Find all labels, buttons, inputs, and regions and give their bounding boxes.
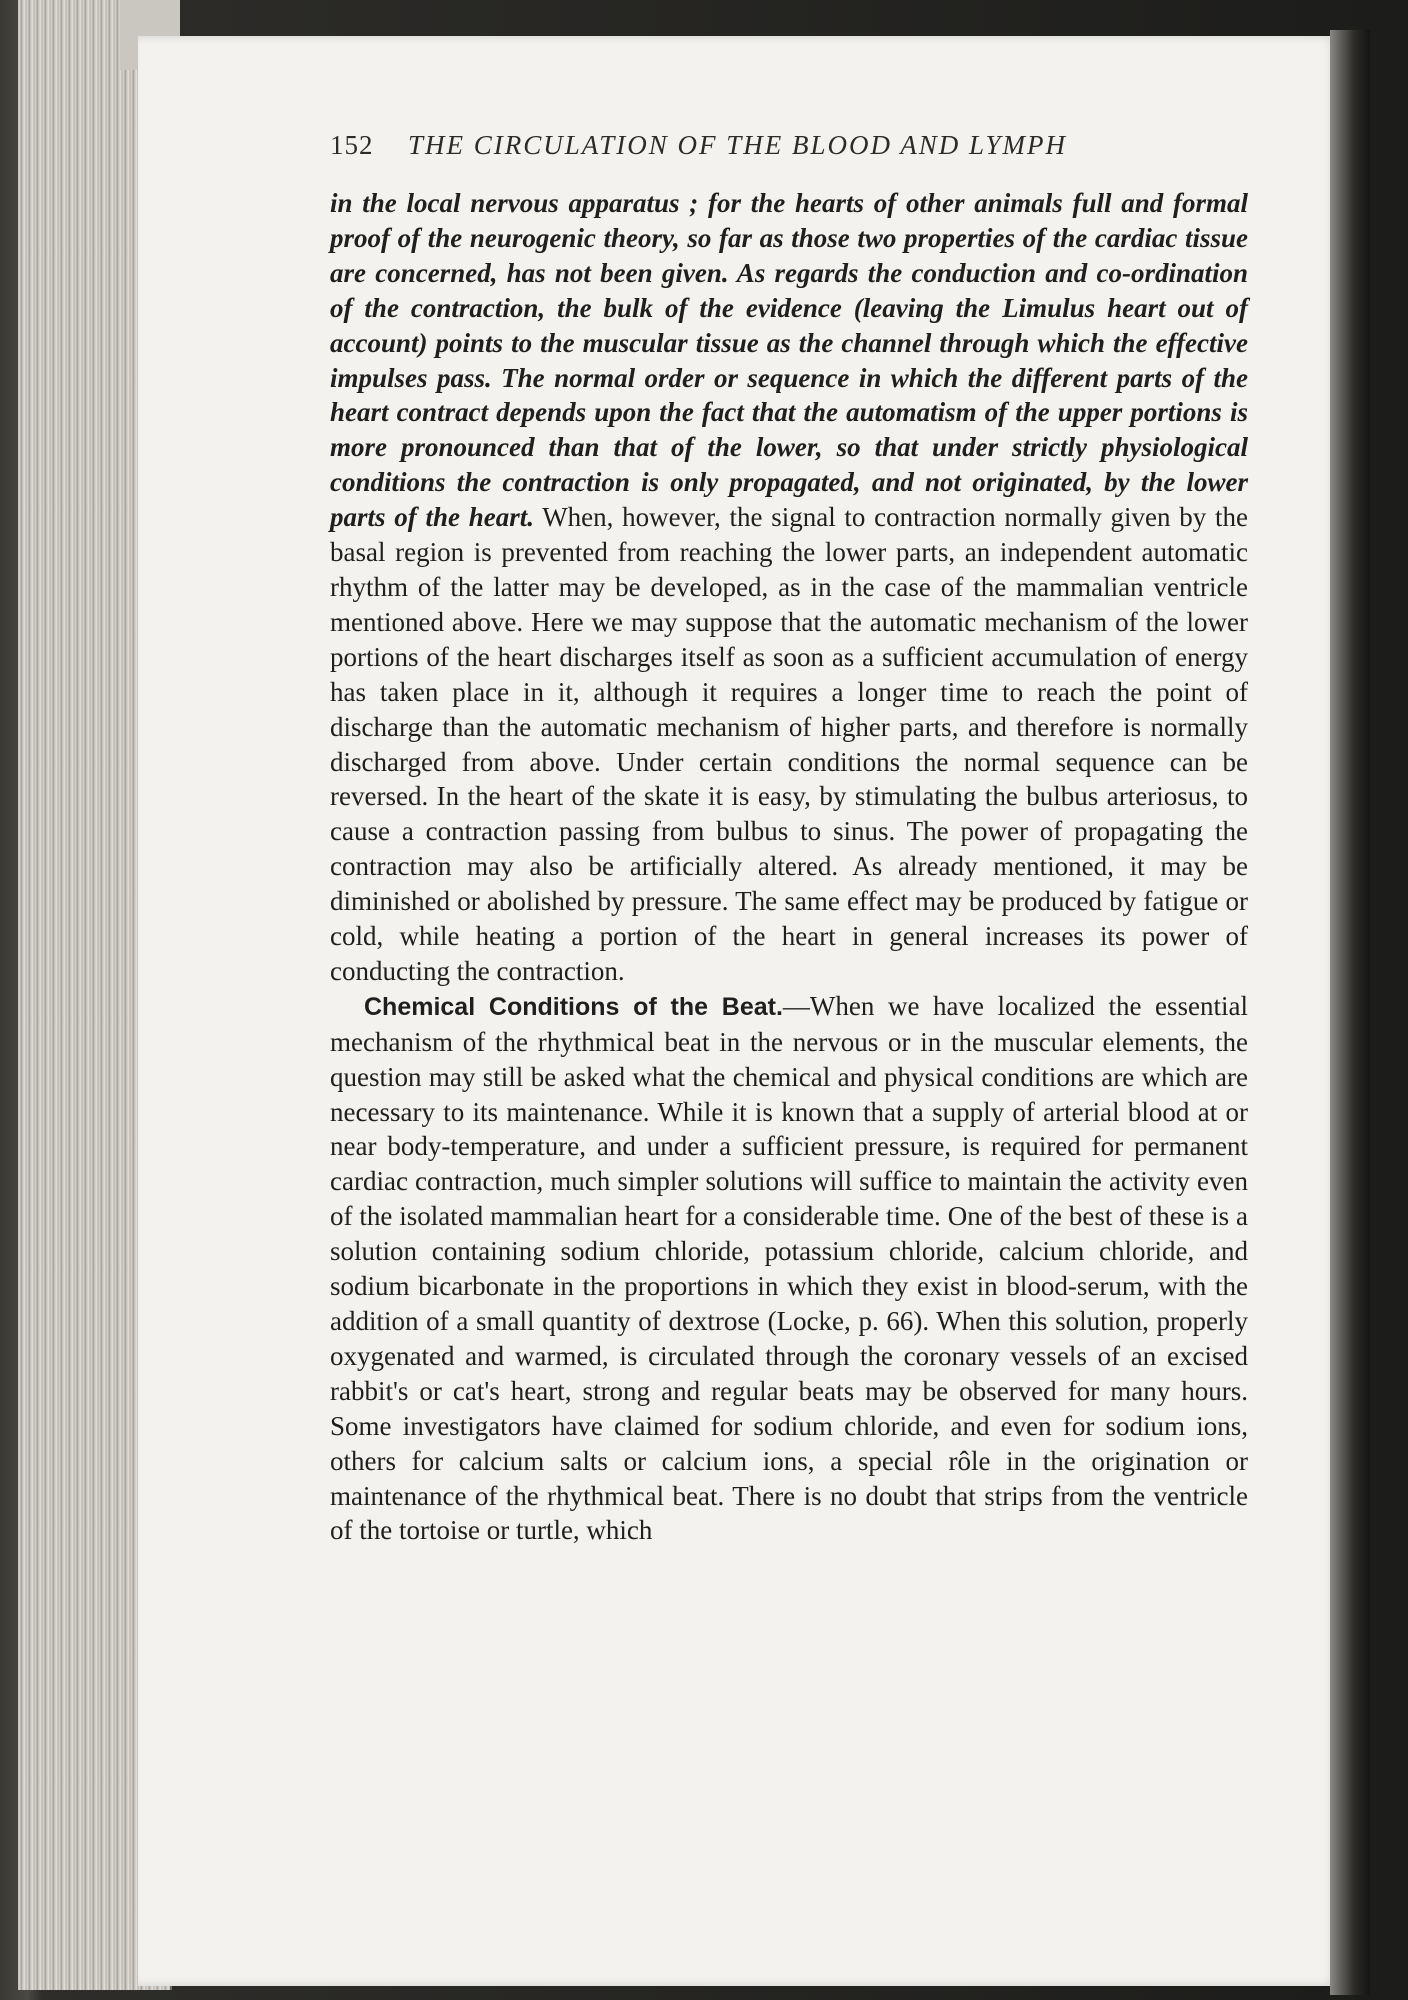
- italic-summary: in the local nervous apparatus ; for the hearts of other animals full and formal proof of the neurogenic theory, so far as those two properties of the cardiac tissue are concerned, has not been given. As regards the conduction and co-ordination of the contraction, the bulk of the evidence (leaving the Limulus heart out of account) points to the muscular tissue as the channel through which the effective impulses pass. The normal order or sequence in which the different parts of the heart contract depends upon the fact that the automatism of the upper portions is more pronounced than that of the lower, so that under strictly physiological conditions the contraction is only propagated, and not originated, by the lower parts of the heart.: [330, 188, 1248, 533]
- section-heading: Chemical Conditions of the Beat.: [364, 992, 783, 1021]
- paragraph-continuation: When, however, the signal to contraction normally given by the basal region is prevented from reaching the lower parts, an independent automatic rhythm of the latter may be developed, as in the case of the mammalian ventricle mentioned above. Here we may suppose that the automatic mechanism of the lower portions of the heart discharges itself as soon as a sufficient accumulation of energy has taken place in it, although it requires a longer time to reach the point of discharge than the automatic mechanism of higher parts, and therefore is normally discharged from above. Under certain conditions the normal sequence can be reversed. In the heart of the skate it is easy, by stimulating the bulbus arteriosus, to cause a contraction passing from bulbus to sinus. The power of propagating the contraction may also be artificially altered. As already mentioned, it may be diminished or abolished by pressure. The same effect may be produced by fatigue or cold, while heating a portion of the heart in general increases its power of conducting the contraction.: [330, 502, 1248, 986]
- running-head: [330, 130, 1248, 174]
- paragraph-neurogenic-theory: [330, 186, 1248, 989]
- paragraph-body: —When we have localized the essential mechanism of the rhythmical beat in the nervous or in the muscular elements, the question may still be asked what the chemical and physical conditions are which are necessary to its maintenance. While it is known that a supply of arterial blood at or near body-temperature, and under a sufficient pressure, is required for permanent cardiac contraction, much simpler solutions will suffice to maintain the activity even of the isolated mammalian heart for a considerable time. One of the best of these is a solution containing sodium chloride, potassium chloride, calcium chloride, and sodium bicarbonate in the proportions in which they exist in blood-serum, with the addition of a small quantity of dextrose (Locke, p. 66). When this solution, properly oxygenated and warmed, is circulated through the coronary vessels of an excised rabbit's or cat's heart, strong and regular beats may be observed for many hours. Some investigators have claimed for sodium chloride, and even for sodium ions, others for calcium salts or calcium ions, a special rôle in the origination or maintenance of the rhythmical beat. There is no doubt that strips from the ventricle of the tortoise or turtle, which: [330, 990, 1248, 1546]
- running-title: THE CIRCULATION OF THE BLOOD AND LYMPH: [408, 130, 1068, 160]
- binding-shadow: [1330, 30, 1370, 1995]
- page-text-block: [330, 130, 1248, 1548]
- paragraph-chemical-conditions: [330, 989, 1248, 1549]
- page-number: 152: [330, 130, 374, 160]
